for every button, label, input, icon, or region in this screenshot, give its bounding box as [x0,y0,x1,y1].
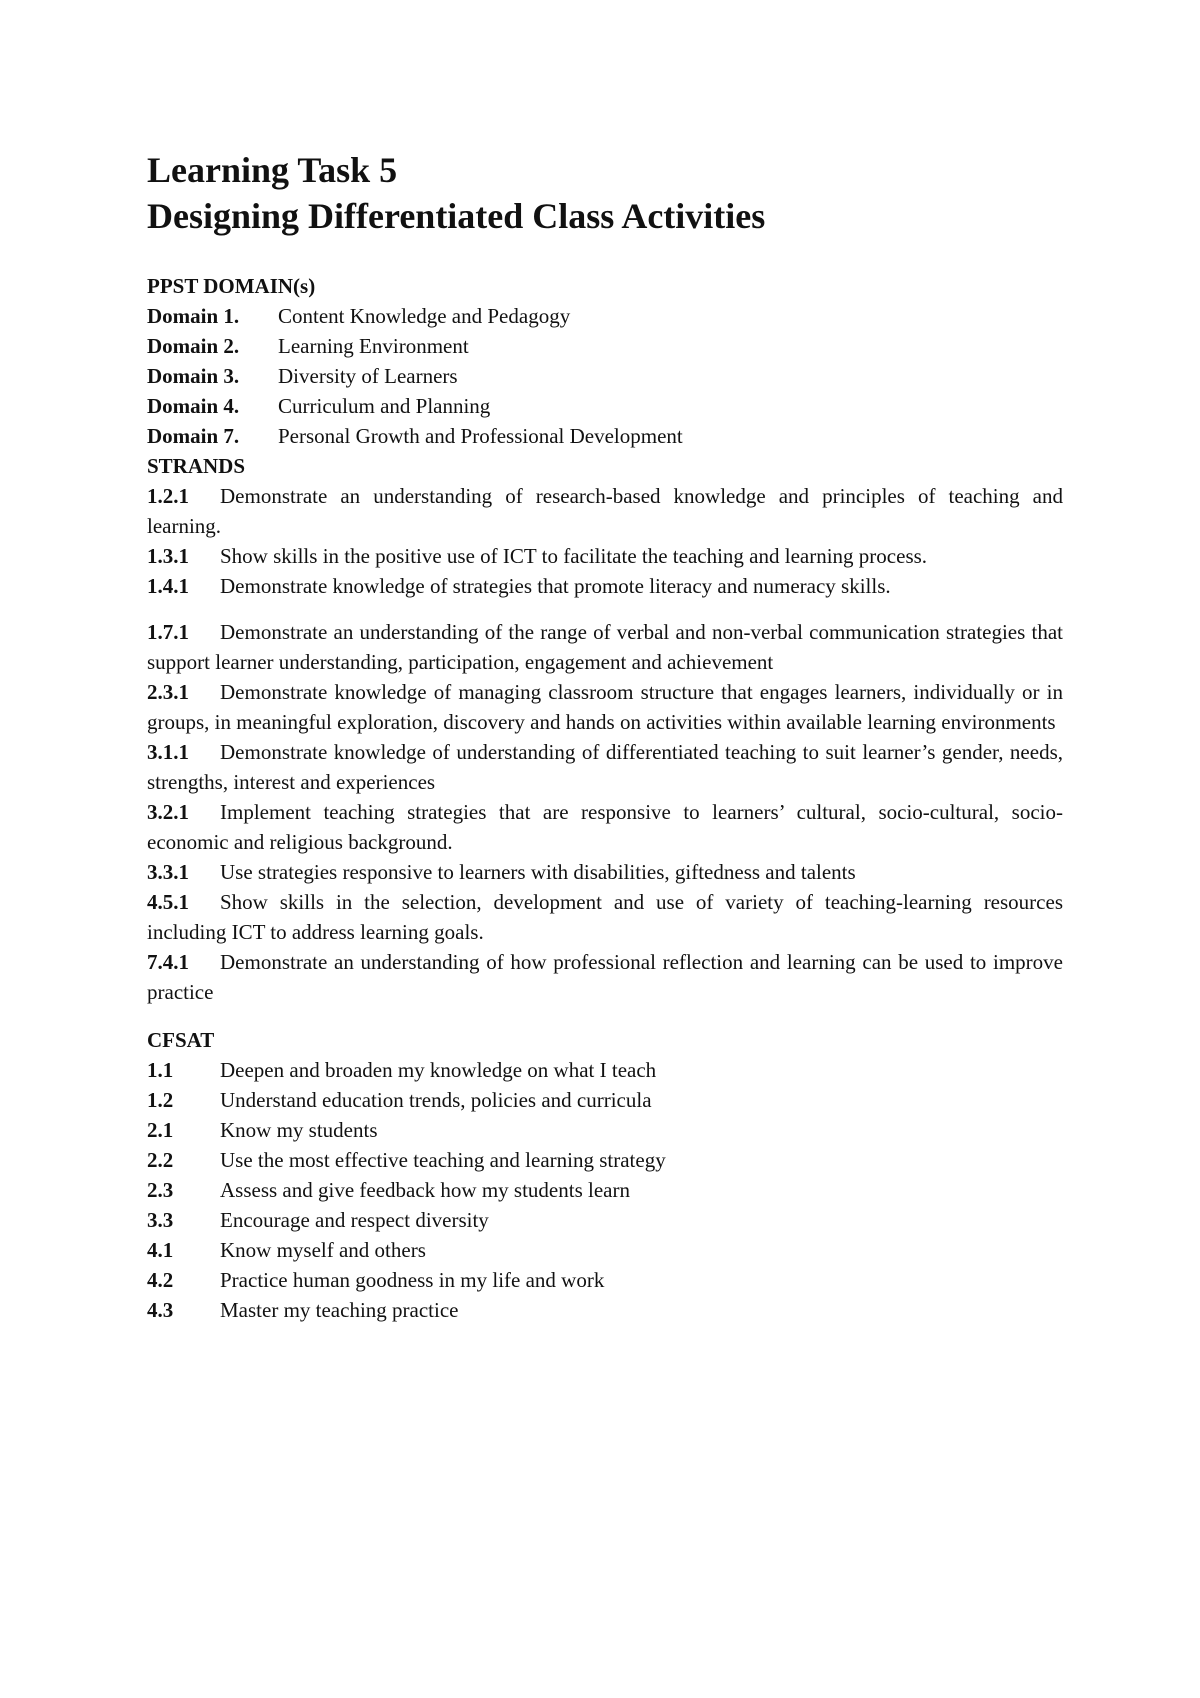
strand-item [147,481,1063,541]
strand-code: 3.1.1 [147,740,189,764]
cfsat-text: Know my students [220,1118,378,1142]
domain-text: Diversity of Learners [278,364,458,388]
domain-code: Domain 4. [147,394,240,418]
cfsat-item [147,1175,1063,1205]
strand-item [147,541,1063,571]
document-title-line-2: Designing Differentiated Class Activities [147,196,766,236]
strand-text: Demonstrate knowledge of understanding of differentiated teaching to suit learner’s gender, needs, strengths, interest and experiences [147,740,1063,794]
ppst-section [147,271,1063,451]
strand-item [147,571,1063,601]
cfsat-text: Practice human goodness in my life and work [220,1268,605,1292]
domain-item [147,331,1063,361]
cfsat-item [147,1115,1063,1145]
strand-item [147,617,1063,677]
domain-text: Content Knowledge and Pedagogy [278,304,571,328]
strand-item [147,797,1063,857]
cfsat-code: 1.1 [147,1058,174,1082]
domain-code: Domain 3. [147,364,240,388]
strand-code: 1.3.1 [147,544,189,568]
cfsat-text: Deepen and broaden my knowledge on what I teach [220,1058,657,1082]
domain-item [147,301,1063,331]
cfsat-code: 4.1 [147,1238,174,1262]
strand-text: Demonstrate knowledge of managing classroom structure that engages learners, individually or in groups, in meaningful exploration, discovery and hands on activities within available learning environments [147,680,1063,734]
cfsat-text: Master my teaching practice [220,1298,459,1322]
cfsat-text: Encourage and respect diversity [220,1208,489,1232]
cfsat-text: Assess and give feedback how my students learn [220,1178,630,1202]
domain-item [147,361,1063,391]
cfsat-code: 2.2 [147,1148,174,1172]
domain-item [147,421,1063,451]
strand-item [147,947,1063,1007]
strand-text: Use strategies responsive to learners with disabilities, giftedness and talents [220,860,856,884]
cfsat-text: Understand education trends, policies and curricula [220,1088,652,1112]
cfsat-item [147,1205,1063,1235]
domain-code: Domain 2. [147,334,240,358]
strand-text: Demonstrate an understanding of research-based knowledge and principles of teaching and learning. [147,484,1063,538]
cfsat-heading: CFSAT [147,1028,215,1052]
cfsat-item [147,1085,1063,1115]
domain-text: Curriculum and Planning [278,394,491,418]
strand-item [147,677,1063,737]
domain-text: Personal Growth and Professional Development [278,424,683,448]
cfsat-code: 1.2 [147,1088,174,1112]
strand-code: 3.3.1 [147,860,189,884]
strand-code: 4.5.1 [147,890,189,914]
strand-code: 1.4.1 [147,574,189,598]
strand-text: Show skills in the positive use of ICT to facilitate the teaching and learning process. [220,544,928,568]
ppst-heading: PPST DOMAIN(s) [147,274,316,298]
strand-text: Show skills in the selection, development and use of variety of teaching-learning resources including ICT to address learning goals. [147,890,1063,944]
cfsat-item [147,1295,1063,1325]
document-page [147,147,1063,1325]
cfsat-item [147,1235,1063,1265]
strand-code: 1.2.1 [147,484,189,508]
strand-item [147,737,1063,797]
strand-text: Demonstrate an understanding of the range of verbal and non-verbal communication strategies that support learner understanding, participation, engagement and achievement [147,620,1063,674]
strand-code: 1.7.1 [147,620,189,644]
strand-item [147,887,1063,947]
strand-code: 7.4.1 [147,950,189,974]
strand-code: 2.3.1 [147,680,189,704]
strand-code: 3.2.1 [147,800,189,824]
document-title-line-1: Learning Task 5 [147,150,398,190]
cfsat-code: 3.3 [147,1208,174,1232]
strands-section [147,451,1063,1007]
strand-text: Demonstrate knowledge of strategies that promote literacy and numeracy skills. [220,574,891,598]
domain-code: Domain 1. [147,304,240,328]
strand-item [147,857,1063,887]
cfsat-text: Know myself and others [220,1238,426,1262]
cfsat-code: 4.2 [147,1268,174,1292]
cfsat-text: Use the most effective teaching and learning strategy [220,1148,666,1172]
cfsat-code: 2.3 [147,1178,174,1202]
cfsat-item [147,1145,1063,1175]
cfsat-code: 2.1 [147,1118,174,1142]
domain-text: Learning Environment [278,334,469,358]
domain-code: Domain 7. [147,424,240,448]
strand-text: Demonstrate an understanding of how professional reflection and learning can be used to improve practice [147,950,1063,1004]
strand-text: Implement teaching strategies that are responsive to learners’ cultural, socio-cultural, socio-economic and religious background. [147,800,1063,854]
domain-item [147,391,1063,421]
cfsat-item [147,1265,1063,1295]
cfsat-item [147,1055,1063,1085]
cfsat-code: 4.3 [147,1298,174,1322]
cfsat-section [147,1025,1063,1325]
strands-heading: STRANDS [147,454,246,478]
